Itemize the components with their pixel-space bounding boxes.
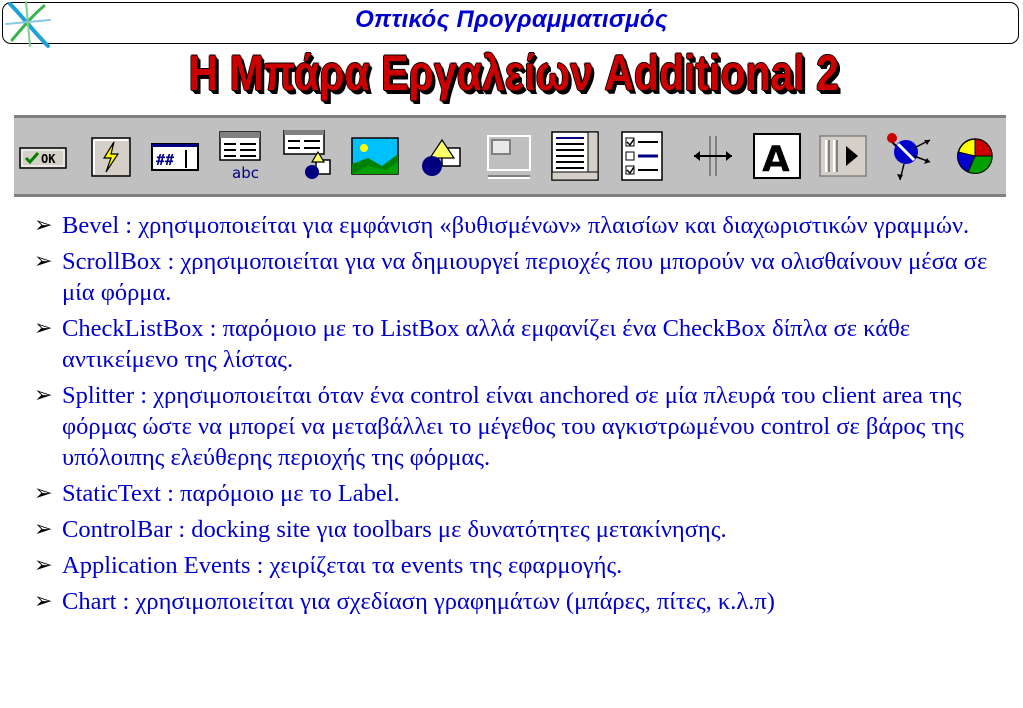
scrollbox-icon[interactable] bbox=[548, 130, 602, 182]
bullet-text: CheckListBox : παρόμοιο με το ListBox αλλά εμφανίζει ένα CheckBox δίπλα σε κάθε αντικείμενο της λίστας. bbox=[62, 315, 911, 373]
list-item bbox=[34, 514, 994, 545]
bevel-icon[interactable] bbox=[482, 130, 536, 182]
maskedit-text: ## bbox=[156, 151, 175, 169]
bullet-text: ControlBar : docking site για toolbars με δυνατότητες μετακίνησης. bbox=[62, 516, 727, 543]
arrow-bullet-icon: ➢ bbox=[34, 383, 53, 408]
header-title: Οπτικός Προγραμματισμός bbox=[355, 6, 668, 33]
bullet-text: ScrollBox : χρησιμοποιείται για να δημιουργεί περιοχές που μπορούν να ολισθαίνουν μέσα σε μία φόρμα. bbox=[62, 248, 988, 306]
bitbtn-icon[interactable] bbox=[16, 130, 70, 182]
bullet-text: Application Events : χειρίζεται τα events της εφαρμογής. bbox=[62, 552, 623, 579]
maskedit-icon[interactable] bbox=[148, 130, 202, 182]
stringgrid-text: abc bbox=[232, 164, 259, 182]
bullet-list bbox=[34, 210, 994, 622]
statictext-text: A bbox=[762, 139, 790, 180]
stringgrid-icon[interactable] bbox=[214, 130, 268, 182]
shape-icon[interactable] bbox=[416, 130, 470, 182]
drawgrid-icon[interactable] bbox=[280, 130, 334, 182]
application-events-icon[interactable] bbox=[880, 130, 934, 182]
component-palette bbox=[14, 115, 1006, 197]
list-item bbox=[34, 246, 994, 308]
arrow-bullet-icon: ➢ bbox=[34, 213, 53, 238]
arrow-bullet-icon: ➢ bbox=[34, 316, 53, 341]
arrow-bullet-icon: ➢ bbox=[34, 553, 53, 578]
list-item bbox=[34, 478, 994, 509]
arrow-bullet-icon: ➢ bbox=[34, 481, 53, 506]
arrow-bullet-icon: ➢ bbox=[34, 589, 53, 614]
list-item bbox=[34, 586, 994, 617]
bullet-text: Bevel : χρησιμοποιείται για εμφάνιση «βυθισμένων» πλαισίων και διαχωριστικών γραμμών. bbox=[62, 212, 970, 239]
arrow-bullet-icon: ➢ bbox=[34, 249, 53, 274]
statictext-icon[interactable] bbox=[750, 130, 804, 182]
list-item bbox=[34, 210, 994, 241]
list-item bbox=[34, 313, 994, 375]
list-item bbox=[34, 550, 994, 581]
speedbutton-icon[interactable] bbox=[84, 130, 138, 182]
splitter-icon[interactable] bbox=[686, 130, 740, 182]
slide-title: Η Μπάρα Εργαλείων Additional 2 bbox=[188, 45, 839, 101]
bullet-text: StaticText : παρόμοιο με το Label. bbox=[62, 480, 400, 507]
bitbtn-text: OK bbox=[41, 152, 56, 166]
chart-icon[interactable] bbox=[948, 130, 1002, 182]
image-icon[interactable] bbox=[348, 130, 402, 182]
bullet-text: Chart : χρησιμοποιείται για σχεδίαση γραφημάτων (μπάρες, πίτες, κ.λ.π) bbox=[62, 588, 775, 615]
arrow-bullet-icon: ➢ bbox=[34, 517, 53, 542]
bullet-text: Splitter : χρησιμοποιείται όταν ένα control είναι anchored σε μία πλευρά του client area της φόρμας ώστε να μπορεί να μεταβάλλει το μέγεθος του αγκιστρωμένου control σε βάρος της υπόλοιπης ελεύθερης περιοχής της φόρμας. bbox=[62, 382, 964, 471]
checklistbox-icon[interactable] bbox=[616, 130, 670, 182]
list-item bbox=[34, 380, 994, 473]
controlbar-icon[interactable] bbox=[816, 130, 870, 182]
